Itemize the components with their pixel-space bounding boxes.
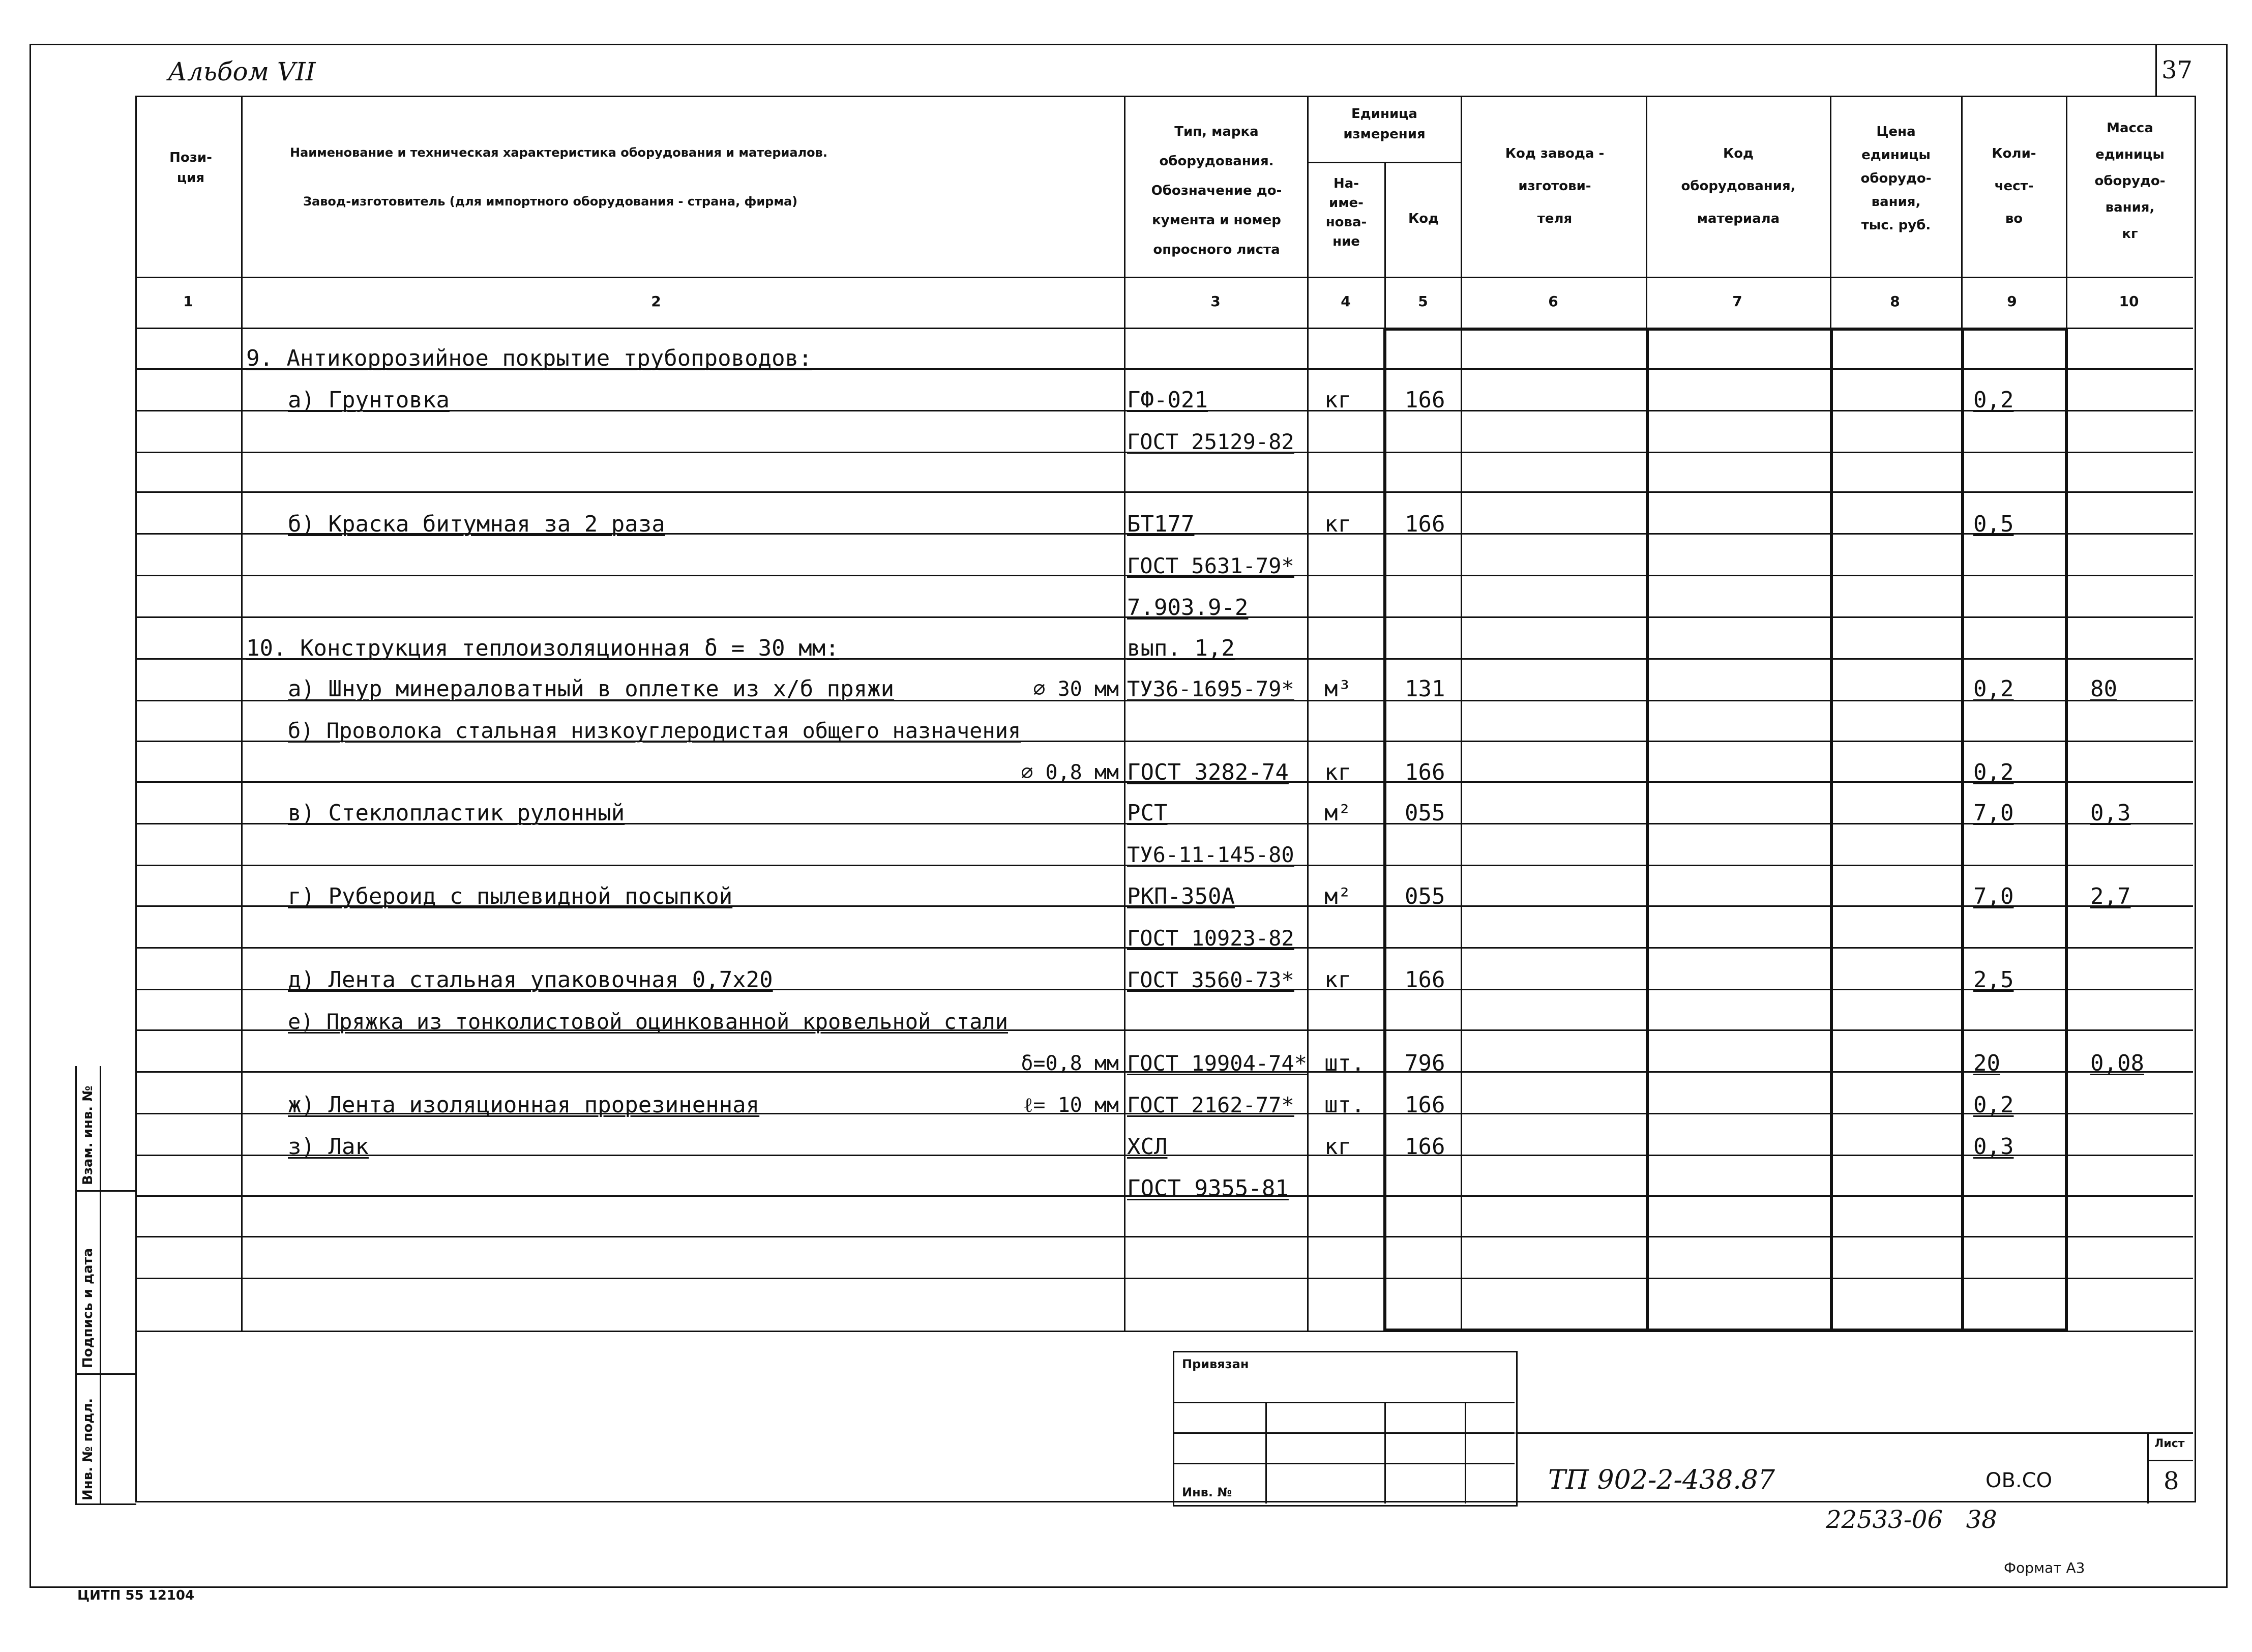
row-divider [135,491,2193,493]
row-unit: кг [1324,511,1351,537]
header-unit-name: На- име- нова- ние [1325,176,1367,249]
col-number: 5 [1418,293,1428,310]
header-position: Пози- ция [169,150,212,186]
row-type: вып. 1,2 [1127,635,1235,661]
doc-code: ТП 902-2-438.87 [1548,1465,1775,1495]
row-qty: 0,2 [1973,387,2014,413]
row-name: в) Стеклопластик рулонный [288,800,625,826]
header-unit-group: Единица измерения [1343,106,1426,142]
stamp-inv-label: Инв. № [1182,1485,1232,1499]
row-qty: 2,5 [1973,967,2014,993]
format-label: Формат А3 [2004,1559,2085,1576]
col-number: 8 [1890,293,1900,310]
row-name: д) Лента стальная упаковочная 0,7х20 [288,967,773,993]
row-type: ГОСТ 19904-74* [1127,1051,1308,1076]
row-code: 166 [1405,759,1445,785]
handwritten-number: 22533-06 38 [1826,1506,1997,1534]
row-type: ГОСТ 25129-82 [1127,429,1294,454]
row-type: ТУ36-1695-79* [1127,676,1294,701]
col-number: 10 [2119,293,2139,310]
row-name: е) Пряжка из тонколистовой оцинкованной кровельной стали [288,1009,1009,1034]
stamp-privyazan-label: Привязан [1182,1357,1249,1371]
row-unit: кг [1324,967,1351,993]
header-plant-code: Код завода - изготови- теля [1505,146,1605,226]
header-price: Цена единицы оборудо- вания, тыс. руб. [1860,124,1932,233]
row-code: 055 [1405,883,1445,909]
row-unit: м² [1324,800,1351,826]
header-equip-code: Код оборудования, материала [1681,146,1796,226]
row-unit: шт. [1324,1050,1365,1076]
row-mass: 2,7 [2090,883,2131,909]
row-qty: 0,2 [1973,1092,2014,1118]
row-qty: 0,5 [1973,511,2014,537]
header-name-line2: Завод-изготовитель (для импортного оборудования - страна, фирма) [303,194,798,209]
row-unit: шт. [1324,1092,1365,1118]
row-name: з) Лак [288,1134,369,1160]
col-number: 7 [1732,293,1742,310]
sheet-label: Лист [2154,1437,2185,1450]
row-name: б) Краска битумная за 2 раза [288,511,665,537]
row-type: 7.903.9-2 [1127,595,1249,621]
side-label-podpis: Подпись и дата [80,1248,96,1368]
row-divider [135,1278,2193,1279]
row-unit: м² [1324,883,1351,909]
row-type: ТУ6-11-145-80 [1127,842,1294,867]
row-type: ГОСТ 3282-74 [1127,759,1289,785]
row-code: 055 [1405,800,1445,826]
row-name: ж) Лента изоляционная прорезиненная [288,1092,760,1118]
row-name: б) Проволока стальная низкоуглеродистая общего назначения [288,718,1021,743]
row-qty: 7,0 [1973,800,2014,826]
col-number: 9 [2007,293,2017,310]
row-type: ГОСТ 9355-81 [1127,1175,1289,1201]
row-divider [135,1236,2193,1237]
row-unit: кг [1324,1134,1351,1160]
section-code: ОВ.СО [1986,1469,2053,1492]
row-code: 131 [1405,676,1445,702]
row-code: 796 [1405,1050,1445,1076]
print-mark: ЦИТП 55 12104 [77,1588,195,1603]
row-type: РКП-350А [1127,883,1235,909]
page-number: 37 [2161,56,2193,84]
row-name: 9. Антикоррозийное покрытие трубопроводов: [246,345,812,371]
row-type: БТ177 [1127,511,1195,537]
row-type: ХСЛ [1127,1134,1168,1160]
row-name: а) Грунтовка [288,387,450,413]
row-code: 166 [1405,1092,1445,1118]
header-unit-code: Код [1408,211,1439,226]
col-number: 6 [1548,293,1558,310]
side-label-vzam: Взам. инв. № [80,1085,96,1185]
header-name-line1: Наименование и техническая характеристика оборудования и материалов. [290,145,827,160]
row-code: 166 [1405,387,1445,413]
header-type: Тип, марка оборудования. Обозначение до- кумента и номер опросного листа [1151,124,1282,257]
sheet-number: 8 [2164,1467,2179,1495]
row-type: ГОСТ 5631-79* [1127,553,1294,578]
row-suffix: δ=0,8 мм [1021,1052,1119,1075]
row-qty: 0,2 [1973,676,2014,702]
row-suffix: ⌀ 0,8 мм [1021,761,1119,784]
album-label: Альбом VII [168,57,316,86]
row-qty: 0,2 [1973,759,2014,785]
row-unit: м³ [1324,676,1351,702]
row-type: ГОСТ 10923-82 [1127,926,1294,951]
row-qty: 7,0 [1973,883,2014,909]
col-number: 4 [1341,293,1351,310]
row-name: г) Рубероид с пылевидной посыпкой [288,883,733,909]
side-label-inv: Инв. № подл. [80,1398,96,1500]
row-qty: 0,3 [1973,1134,2014,1160]
row-code: 166 [1405,511,1445,537]
row-type: ГОСТ 2162-77* [1127,1093,1294,1117]
row-qty: 20 [1973,1050,2000,1076]
row-name: а) Шнур минераловатный в оплетке из х/б пряжи [288,676,895,702]
col-number: 2 [651,293,661,310]
row-code: 166 [1405,1134,1445,1160]
row-unit: кг [1324,387,1351,413]
row-mass: 80 [2090,676,2117,702]
row-type: РСТ [1127,800,1168,826]
row-suffix: ℓ= 10 мм [1023,1094,1119,1117]
col-number: 3 [1210,293,1221,310]
col-number: 1 [183,293,193,310]
row-type: ГФ-021 [1127,387,1208,413]
header-mass: Масса единицы оборудо- вания, кг [2094,121,2166,242]
row-type: ГОСТ 3560-73* [1127,967,1294,992]
row-unit: кг [1324,759,1351,785]
row-suffix: ⌀ 30 мм [1033,677,1119,701]
row-code: 166 [1405,967,1445,993]
row-mass: 0,08 [2090,1050,2144,1076]
row-name: 10. Конструкция теплоизоляционная δ = 30 мм: [246,635,839,661]
header-qty: Коли- чест- во [1992,146,2036,226]
row-mass: 0,3 [2090,800,2131,826]
